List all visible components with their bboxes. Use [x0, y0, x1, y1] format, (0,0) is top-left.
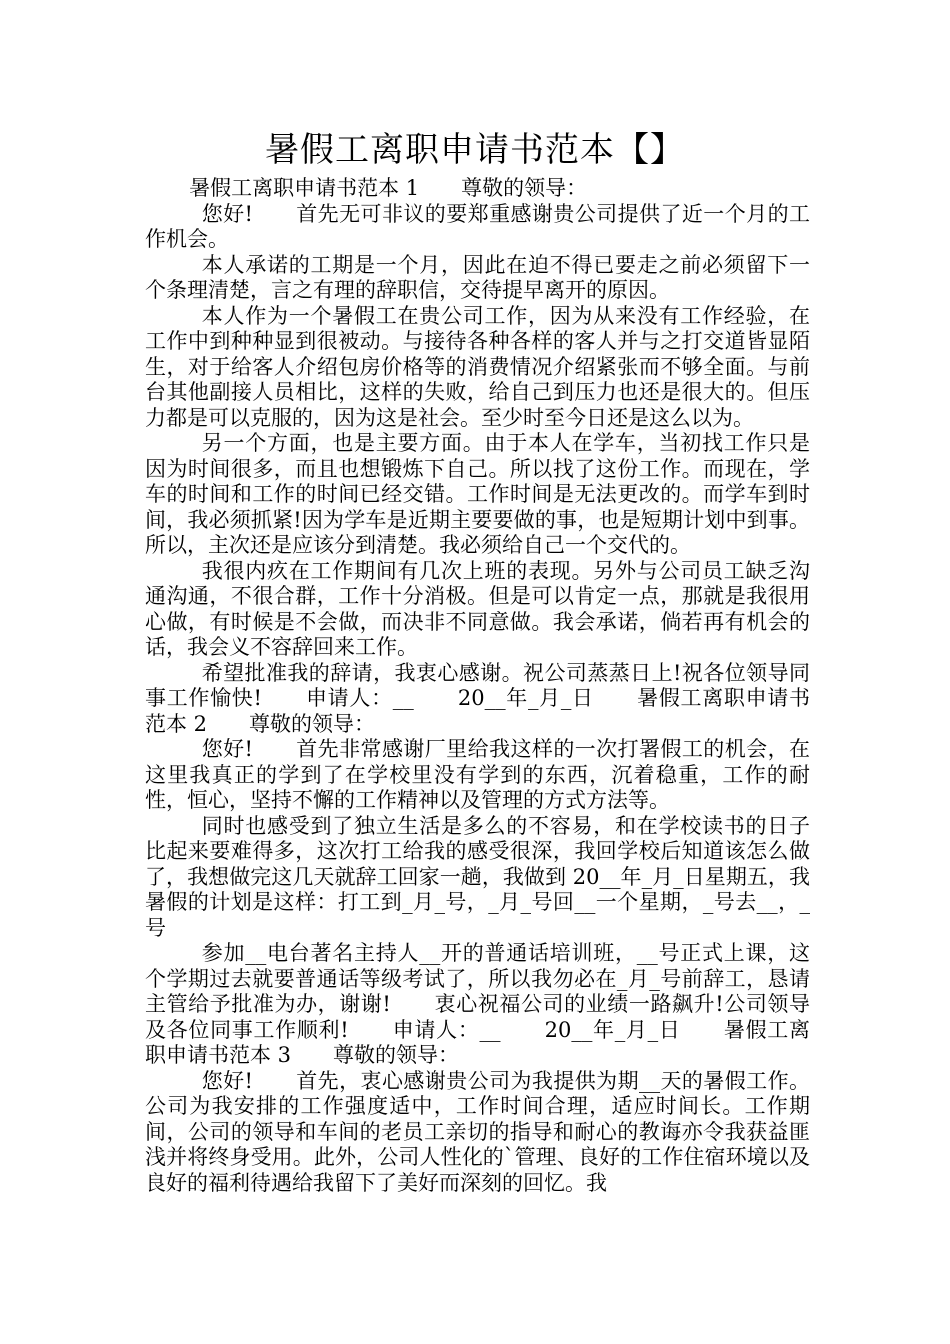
paragraph-9: 同时也感受到了独立生活是多么的不容易，和在学校读书的日子比起来要难得多，这次打工给我的感受很深，我回学校后知道该怎么做了，我想做完这几天就辞工回家一趟，我做到 20__年_月_日星期五，我暑假的计划是这样：打工到_月_号，_月_号回__一个星期，_号去__，_号 — [145, 813, 810, 940]
document-body — [145, 176, 810, 1196]
paragraph-7: 希望批准我的辞请，我衷心感谢。祝公司蒸蒸日上!祝各位领导同事工作愉快! 申请人：__ 20__年_月_日 暑假工离职申请书范本 2 尊敬的领导： — [145, 660, 810, 736]
paragraph-11: 您好! 首先，衷心感谢贵公司为我提供为期__天的暑假工作。公司为我安排的工作强度适中，工作时间合理，适应时间长。工作期间，公司的领导和车间的老员工亲切的指导和耐心的教诲亦令我获益匪浅并将终身受用。此外，公司人性化的`管理、良好的工作住宿环境以及良好的福利待遇给我留下了美好而深刻的回忆。我 — [145, 1068, 810, 1195]
paragraph-2: 您好! 首先无可非议的要郑重感谢贵公司提供了近一个月的工作机会。 — [145, 201, 810, 251]
paragraph-3: 本人承诺的工期是一个月，因此在迫不得已要走之前必须留下一个条理清楚，言之有理的辞职信，交待提早离开的原因。 — [145, 252, 810, 302]
paragraph-10: 参加__电台著名主持人__开的普通话培训班，__号正式上课，这个学期过去就要普通话等级考试了，所以我勿必在_月_号前辞工，恳请主管给予批准为办，谢谢! 衷心祝福公司的业绩一路飙升!公司领导及各位同事工作顺利! 申请人：__ 20__年_月_日 暑假工离职申请书范本 3 尊敬的领导： — [145, 941, 810, 1067]
paragraph-8: 您好! 首先非常感谢厂里给我这样的一次打署假工的机会，在这里我真正的学到了在学校里没有学到的东西，沉着稳重，工作的耐性，恒心，坚持不懈的工作精神以及管理的方式方法等。 — [145, 737, 810, 812]
paragraph-5: 另一个方面，也是主要方面。由于本人在学车，当初找工作只是因为时间很多，而且也想锻炼下自己。所以找了这份工作。而现在，学车的时间和工作的时间已经交错。工作时间是无法更改的。而学车到时间，我必须抓紧!因为学车是近期主要要做的事，也是短期计划中到事。所以，主次还是应该分到清楚。我必须给自己一个交代的。 — [145, 431, 810, 557]
document-title: 暑假工离职申请书范本【】 — [265, 130, 685, 170]
paragraph-6: 我很内疚在工作期间有几次上班的表现。另外与公司员工缺乏沟通沟通，不很合群，工作十分消极。但是可以肯定一点，那就是我很用心做，有时候是不会做，而决非不同意做。我会承诺，倘若再有机会的话，我会义不容辞回来工作。 — [145, 558, 810, 659]
paragraph-1: 暑假工离职申请书范本 1 尊敬的领导： — [189, 176, 588, 200]
paragraph-4: 本人作为一个暑假工在贵公司工作，因为从来没有工作经验，在工作中到种种显到很被动。与接待各种各样的客人并与之打交道皆显陌生，对于给客人介绍包房价格等的消费情况介绍紧张而不够全面。与前台其他副接人员相比，这样的失败，给自己到压力也还是很大的。但压力都是可以克服的，因为这是社会。至少时至今日还是这么以为。 — [145, 303, 810, 430]
